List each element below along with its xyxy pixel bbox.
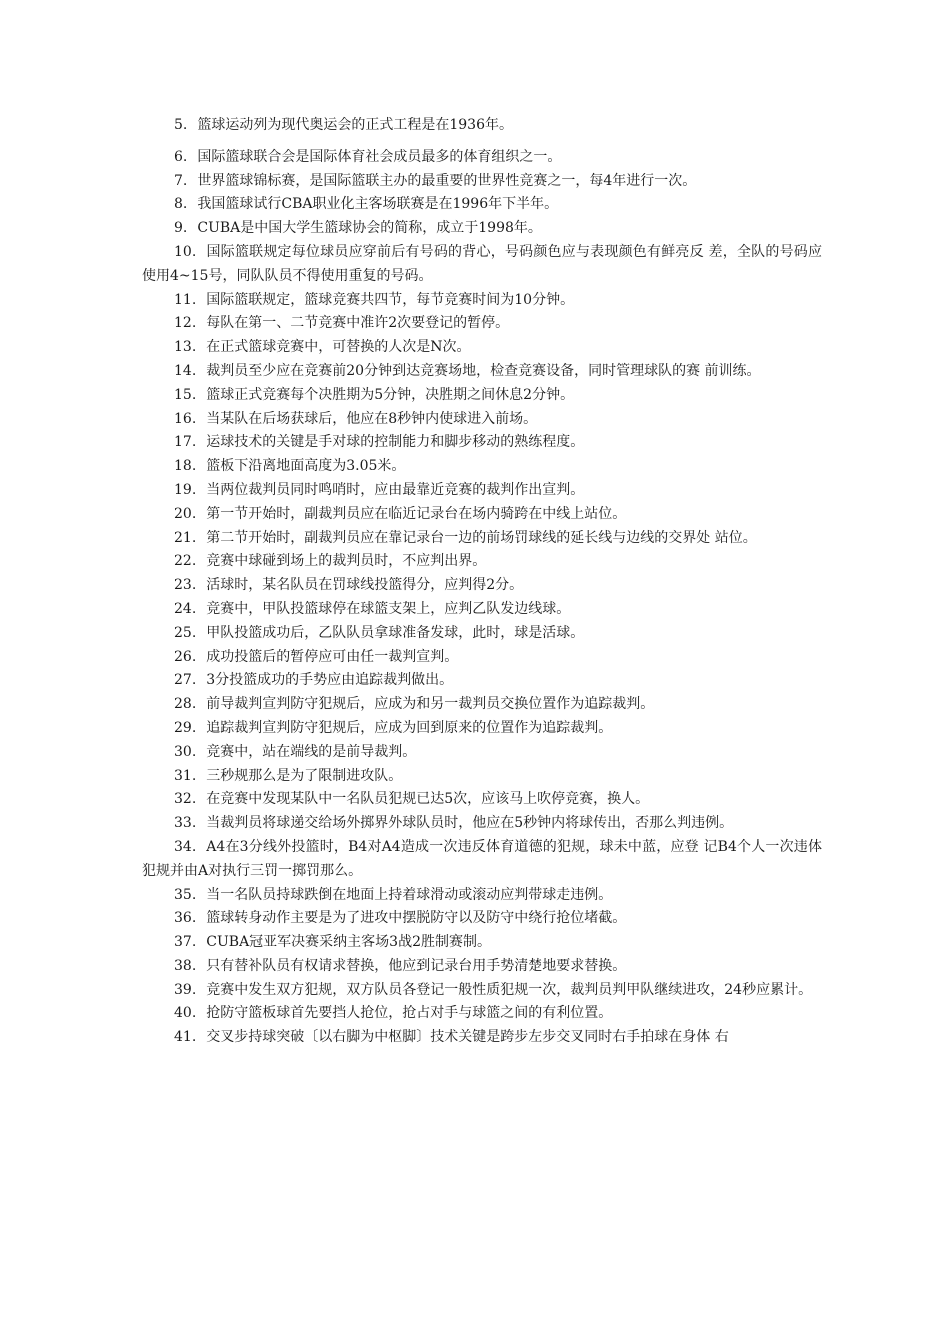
item-number: 36. [174, 910, 197, 927]
item-number: 28. [174, 696, 197, 713]
item-text: 国际篮联规定每位球员应穿前后有号码的背心，号码颜色应与表现颜色有鲜亮反 差，全队的号码应使用4~15号，同队队员不得使用重复的号码。 [142, 243, 822, 284]
item-text: CUBA冠亚军决赛采纳主客场3战2胜制赛制。 [206, 934, 491, 951]
list-item [142, 114, 822, 138]
item-number: 5. [174, 117, 188, 133]
item-number: 19. [174, 481, 197, 498]
item-text: 成功投篮后的暂停应可由任一裁判宣判。 [206, 648, 459, 665]
item-text: 世界篮球锦标赛，是国际篮联主办的最重要的世界性竞赛之一，每4年进行一次。 [197, 172, 697, 189]
item-text: 竞赛中发生双方犯规，双方队员各登记一般性质犯规一次，裁判员判甲队继续进攻，24秒应累计。 [206, 981, 813, 998]
item-text: 交叉步持球突破〔以右脚为中枢脚〕技术关键是跨步左步交叉同时右手拍球在身体 右 [206, 1029, 729, 1046]
list-item [142, 812, 822, 836]
list-item [142, 408, 822, 432]
item-number: 14. [174, 362, 197, 379]
item-text: 前导裁判宣判防守犯规后，应成为和另一裁判员交换位置作为追踪裁判。 [206, 696, 655, 713]
list-item [142, 646, 822, 670]
item-text: 裁判员至少应在竞赛前20分钟到达竞赛场地，检查竞赛设备，同时管理球队的赛 前训练。 [206, 362, 761, 379]
item-text: 当裁判员将球递交给场外掷界外球队员时，他应在5秒钟内将球传出，否那么判违例。 [206, 815, 734, 832]
item-number: 10. [174, 243, 197, 260]
list-item [142, 336, 822, 360]
list-item [142, 384, 822, 408]
list-item [142, 931, 822, 955]
item-number: 25. [174, 624, 197, 641]
list-item [142, 574, 822, 598]
item-text: 篮球转身动作主要是为了进攻中摆脱防守以及防守中绕行抢位堵截。 [206, 910, 627, 927]
list-item [142, 622, 822, 646]
item-number: 34. [174, 838, 197, 855]
list-item [142, 907, 822, 931]
item-number: 9. [174, 220, 188, 237]
item-number: 15. [174, 386, 197, 403]
list-item [142, 241, 822, 289]
list-item [142, 193, 822, 217]
list-item [142, 979, 822, 1003]
list-item [142, 146, 822, 170]
item-text: 竞赛中，甲队投篮球停在球篮支架上，应判乙队发边线球。 [206, 600, 571, 617]
item-text: 篮球运动列为现代奥运会的正式工程是在1936年。 [197, 117, 513, 133]
list-item [142, 479, 822, 503]
item-list [142, 114, 822, 1050]
item-number: 7. [174, 172, 188, 189]
list-item [142, 503, 822, 527]
item-number: 11. [174, 291, 197, 308]
item-number: 31. [174, 767, 197, 784]
item-number: 18. [174, 458, 197, 475]
item-text: CUBA是中国大学生篮球协会的简称，成立于1998年。 [197, 220, 542, 237]
list-item [142, 955, 822, 979]
list-item [142, 598, 822, 622]
list-item [142, 455, 822, 479]
item-number: 27. [174, 672, 197, 689]
item-text: 竞赛中球碰到场上的裁判员时，不应判出界。 [206, 553, 487, 570]
item-number: 13. [174, 339, 197, 356]
item-number: 6. [174, 148, 188, 165]
item-text: 国际篮球联合会是国际体育社会成员最多的体育组织之一。 [197, 148, 562, 165]
item-text: 当一名队员持球跌倒在地面上持着球滑动或滚动应判带球走违例。 [206, 886, 613, 903]
item-text: 第二节开始时，副裁判员应在靠记录台一边的前场罚球线的延长线与边线的交界处 站位。 [206, 529, 757, 546]
item-text: 国际篮联规定，篮球竞赛共四节，每节竞赛时间为10分钟。 [206, 291, 575, 308]
item-number: 23. [174, 577, 197, 594]
item-text: 抢防守篮板球首先要挡人抢位，抢占对手与球篮之间的有利位置。 [206, 1005, 613, 1022]
item-text: 当两位裁判员同时鸣哨时，应由最靠近竞赛的裁判作出宣判。 [206, 481, 585, 498]
item-text: 3分投篮成功的手势应由追踪裁判做出。 [206, 672, 454, 689]
item-number: 12. [174, 315, 197, 332]
item-text: 在竞赛中发现某队中一名队员犯规已达5次，应该马上吹停竞赛，换人。 [206, 791, 650, 808]
item-number: 22. [174, 553, 197, 570]
list-item [142, 693, 822, 717]
item-text: 甲队投篮成功后，乙队队员拿球准备发球，此时，球是活球。 [206, 624, 585, 641]
list-item [142, 170, 822, 194]
item-number: 38. [174, 957, 197, 974]
list-item [142, 360, 822, 384]
item-number: 21. [174, 529, 197, 546]
item-text: 第一节开始时，副裁判员应在临近记录台在场内骑跨在中线上站位。 [206, 505, 627, 522]
item-text: 每队在第一、二节竞赛中准许2次要登记的暂停。 [206, 315, 510, 332]
item-text: 只有替补队员有权请求替换，他应到记录台用手势清楚地要求替换。 [206, 957, 627, 974]
item-number: 26. [174, 648, 197, 665]
list-item [142, 550, 822, 574]
item-text: 竞赛中，站在端线的是前导裁判。 [206, 743, 417, 760]
item-number: 30. [174, 743, 197, 760]
item-text: 在正式篮球竞赛中，可替换的人次是N次。 [206, 339, 471, 356]
item-text: 篮球正式竞赛每个决胜期为5分钟，决胜期之间休息2分钟。 [206, 386, 575, 403]
list-item [142, 884, 822, 908]
item-number: 40. [174, 1005, 197, 1022]
list-item [142, 431, 822, 455]
item-text: 三秒规那么是为了限制进攻队。 [206, 767, 403, 784]
item-text: 当某队在后场获球后，他应在8秒钟内使球进入前场。 [206, 410, 538, 427]
item-number: 37. [174, 934, 197, 951]
list-item [142, 1002, 822, 1026]
item-text: 运球技术的关键是手对球的控制能力和脚步移动的熟练程度。 [206, 434, 585, 451]
item-text: A4在3分线外投篮时，B4对A4造成一次违反体育道德的犯规，球未中蓝，应登 记B4个人一次违体犯规并由A对执行三罚一掷罚那么。 [142, 838, 822, 879]
list-item [142, 217, 822, 241]
item-number: 20. [174, 505, 197, 522]
list-item [142, 765, 822, 789]
item-number: 16. [174, 410, 197, 427]
item-number: 29. [174, 719, 197, 736]
item-text: 我国篮球试行CBA职业化主客场联赛是在1996年下半年。 [197, 196, 559, 213]
item-number: 32. [174, 791, 197, 808]
list-item [142, 669, 822, 693]
item-number: 17. [174, 434, 197, 451]
item-number: 41. [174, 1029, 197, 1046]
item-text: 活球时，某名队员在罚球线投篮得分，应判得2分。 [206, 577, 524, 594]
item-number: 39. [174, 981, 197, 998]
list-item [142, 741, 822, 765]
item-number: 33. [174, 815, 197, 832]
item-number: 24. [174, 600, 197, 617]
list-item [142, 527, 822, 551]
item-number: 35. [174, 886, 197, 903]
list-item [142, 289, 822, 313]
list-item [142, 312, 822, 336]
list-item [142, 836, 822, 884]
list-item [142, 1026, 822, 1050]
item-text: 追踪裁判宣判防守犯规后，应成为回到原来的位置作为追踪裁判。 [206, 719, 613, 736]
list-item [142, 717, 822, 741]
item-number: 8. [174, 196, 188, 213]
item-text: 篮板下沿离地面高度为3.05米。 [206, 458, 406, 475]
list-item [142, 788, 822, 812]
